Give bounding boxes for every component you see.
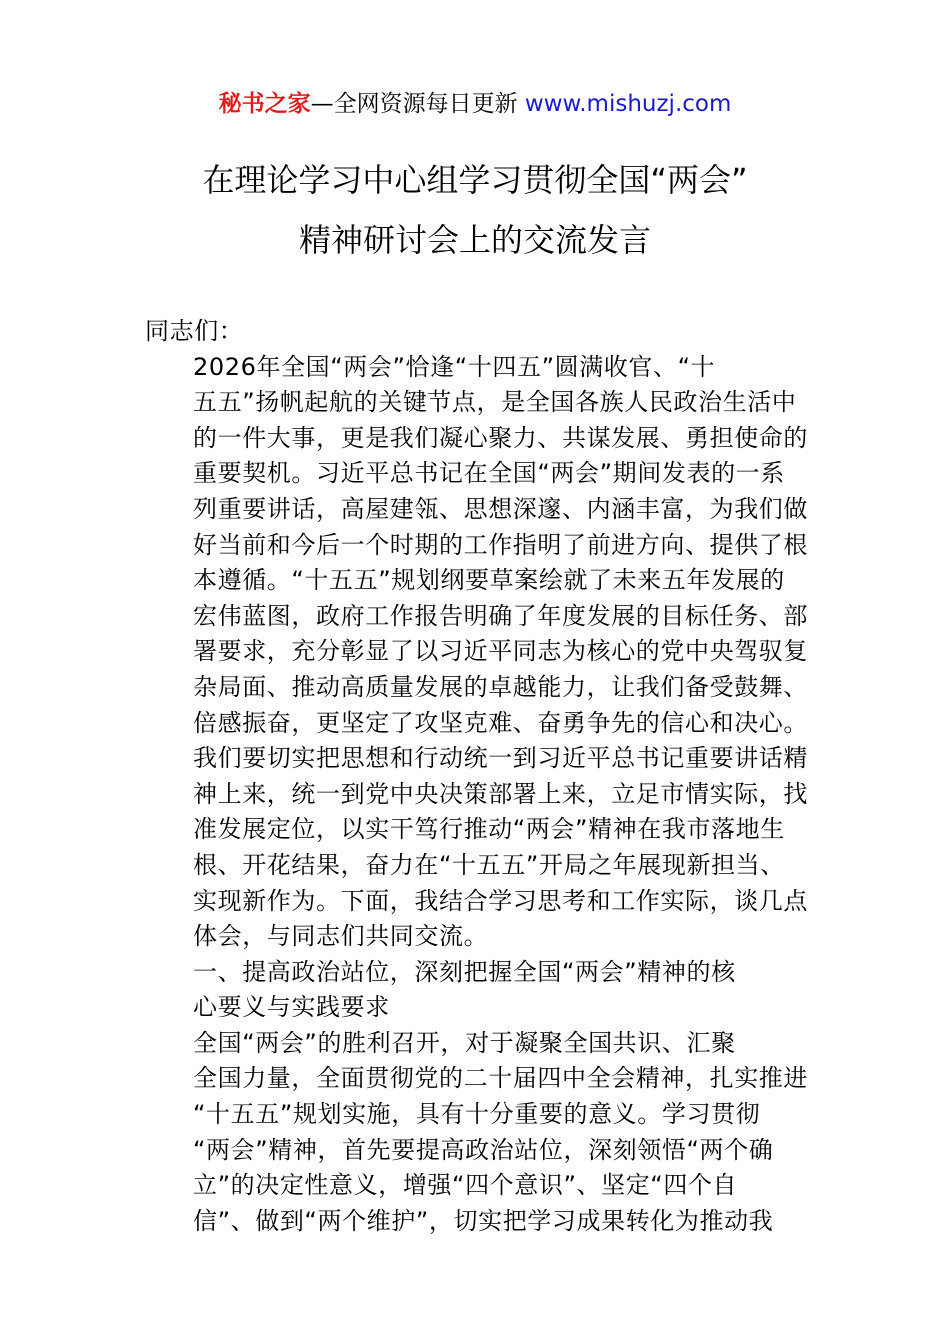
- text-line: 全国力量，全面贯彻党的二十届四中全会精神，扎实推进: [193, 1064, 808, 1093]
- site-tagline: —全网资源每日更新: [310, 91, 525, 117]
- text-line: 重要契机。习近平总书记在全国“两会”期间发表的一系: [193, 459, 785, 488]
- text-line: 信”、做到“两个维护”，切实把学习成果转化为推动我: [193, 1206, 774, 1235]
- text-line: 根、开花结果，奋力在“十五五”开局之年展现新担当、: [193, 850, 785, 879]
- document-title: [0, 150, 950, 270]
- text-line: 神上来，统一到党中央决策部署上来，立足市情实际，找: [193, 779, 808, 808]
- text-line: 体会，与同志们共同交流。: [193, 922, 489, 951]
- text-line: 本遵循。“十五五”规划纲要草案绘就了未来五年发展的: [193, 566, 785, 595]
- title-line-2: 精神研讨会上的交流发言: [298, 221, 651, 259]
- text-line: 立”的决定性意义，增强“四个意识”、坚定“四个自: [193, 1171, 738, 1200]
- text-line: 倍感振奋，更坚定了攻坚克难、奋勇争先的信心和决心。: [193, 708, 808, 737]
- text-line: 一、提高政治站位，深刻把握全国“两会”精神的核: [193, 957, 736, 986]
- title-line-1: 在理论学习中心组学习贯彻全国“两会”: [202, 161, 748, 199]
- text-line: 五五”扬帆起航的关键节点，是全国各族人民政治生活中: [193, 388, 797, 417]
- text-line: 宏伟蓝图，政府工作报告明确了年度发展的目标任务、部: [193, 601, 808, 630]
- site-url-link[interactable]: www.mishuzj.com: [524, 91, 732, 117]
- paragraph-section-1: [145, 1026, 809, 1240]
- text-line: 好当前和今后一个时期的工作指明了前进方向、提供了根: [193, 530, 808, 559]
- text-line: “十五五”规划实施，具有十分重要的意义。学习贯彻: [193, 1100, 761, 1129]
- site-header: [0, 88, 950, 120]
- text-line: 全国“两会”的胜利召开，对于凝聚全国共识、汇聚: [193, 1028, 736, 1057]
- text-line: 署要求，充分彰显了以习近平同志为核心的党中央驾驭复: [193, 637, 808, 666]
- text-line: 准发展定位，以实干笃行推动“两会”精神在我市落地生: [193, 815, 785, 844]
- text-line: 我们要切实把思想和行动统一到习近平总书记重要讲话精: [193, 744, 808, 773]
- document-body: [145, 314, 809, 1239]
- text-line: 的一件大事，更是我们凝心聚力、共谋发展、勇担使命的: [193, 423, 808, 452]
- text-line: 杂局面、推动高质量发展的卓越能力，让我们备受鼓舞、: [193, 672, 808, 701]
- section-heading: [145, 955, 809, 1026]
- text-line: 列重要讲话，高屋建瓴、思想深邃、内涵丰富，为我们做: [193, 494, 808, 523]
- text-line: 实现新作为。下面，我结合学习思考和工作实际，谈几点: [193, 886, 808, 915]
- text-line: “两会”精神，首先要提高政治站位，深刻领悟“两个确: [193, 1135, 774, 1164]
- text-line: 2026年全国“两会”恰逢“十四五”圆满收官、“十: [193, 352, 716, 381]
- greeting: 同志们：: [145, 317, 244, 345]
- site-brand: 秘书之家: [218, 91, 311, 117]
- paragraph-intro: [145, 350, 809, 955]
- text-line: 心要义与实践要求: [193, 993, 390, 1022]
